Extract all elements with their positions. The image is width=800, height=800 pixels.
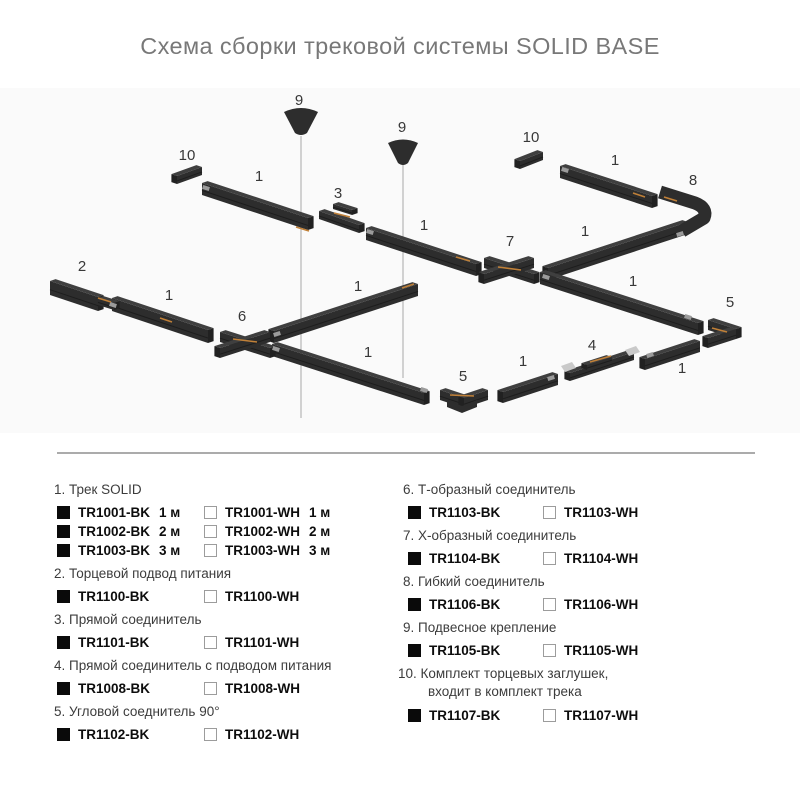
product-variant-black	[57, 543, 204, 558]
product-code: TR1103-BK	[429, 504, 501, 520]
legend-section	[54, 659, 414, 695]
product-code: TR1002-WH	[225, 523, 301, 539]
product-variant-black	[57, 589, 204, 604]
legend-section-heading: 3. Прямой соединитель	[54, 612, 202, 627]
product-variant-white	[204, 524, 330, 539]
legend-right-column	[398, 483, 758, 732]
part-number-label: 1	[363, 344, 373, 361]
legend-section	[54, 483, 414, 557]
legend-section	[54, 705, 414, 741]
white-color-swatch-icon	[543, 506, 556, 519]
black-color-swatch-icon	[408, 709, 421, 722]
product-code: TR1104-BK	[429, 550, 501, 566]
length-note: 2 м	[159, 523, 181, 539]
product-variant-black	[57, 727, 204, 742]
legend-row	[54, 543, 414, 557]
page-title: Схема сборки трековой системы SOLID BASE	[140, 33, 660, 59]
legend-row	[398, 505, 758, 519]
part-number-label: 1	[610, 152, 620, 169]
product-variant-white	[543, 505, 638, 520]
piece-face	[652, 194, 658, 208]
black-color-swatch-icon	[57, 636, 70, 649]
piece-face	[208, 328, 214, 343]
product-code: TR1008-BK	[78, 680, 151, 696]
legend-row	[54, 681, 414, 695]
black-color-swatch-icon	[57, 544, 70, 557]
length-note: 1 м	[159, 504, 181, 520]
white-color-swatch-icon	[543, 552, 556, 565]
white-color-swatch-icon	[204, 506, 217, 519]
piece-face	[534, 272, 540, 284]
part-number-label: 10	[178, 147, 196, 164]
legend-section-heading: 2. Торцевой подвод питания	[54, 566, 232, 581]
product-variant-black	[57, 524, 204, 539]
product-variant-white	[204, 727, 299, 742]
part-number-label: 2	[77, 258, 87, 275]
part-number-label: 1	[164, 287, 174, 304]
part-number-label: 1	[580, 223, 590, 240]
white-color-swatch-icon	[543, 709, 556, 722]
legend-row	[398, 551, 758, 565]
product-variant-white	[204, 505, 330, 520]
product-code: TR1102-WH	[225, 726, 300, 742]
product-variant-white	[543, 708, 638, 723]
product-variant-black	[57, 505, 204, 520]
product-code: TR1106-BK	[429, 596, 501, 612]
legend-left-column	[54, 483, 414, 751]
legend-row	[398, 643, 758, 657]
piece-face	[308, 216, 314, 230]
conductor-accent	[450, 395, 474, 396]
legend-row	[54, 505, 414, 519]
piece-face	[736, 327, 742, 339]
piece-face	[214, 346, 220, 358]
product-variant-black	[57, 635, 204, 650]
white-color-swatch-icon	[543, 644, 556, 657]
black-color-swatch-icon	[57, 525, 70, 538]
part-number-label: 10	[522, 129, 540, 146]
length-note: 3 м	[159, 542, 181, 558]
black-color-swatch-icon	[57, 590, 70, 603]
piece-face	[424, 391, 430, 405]
white-color-swatch-icon	[204, 544, 217, 557]
legend-section-heading: 8. Гибкий соединитель	[403, 574, 545, 589]
legend-row	[54, 635, 414, 649]
product-code: TR1003-WH	[225, 542, 301, 558]
legend-section	[398, 483, 758, 519]
part-number-label: 7	[505, 233, 515, 250]
product-code: TR1104-WH	[564, 550, 639, 566]
part-number-label: 1	[254, 168, 264, 185]
part-number-label: 6	[237, 308, 247, 325]
part-number-label: 5	[458, 368, 468, 385]
black-color-swatch-icon	[408, 552, 421, 565]
black-color-swatch-icon	[57, 728, 70, 741]
white-color-swatch-icon	[204, 525, 217, 538]
product-variant-black	[408, 597, 543, 612]
legend-section-heading: 7. Х-образный соединитель	[403, 528, 577, 543]
part-number-label: 1	[353, 278, 363, 295]
product-code: TR1107-BK	[429, 707, 501, 723]
product-code: TR1008-WH	[225, 680, 301, 696]
legend-section	[54, 613, 414, 649]
legend-section	[398, 667, 758, 722]
white-color-swatch-icon	[204, 636, 217, 649]
part-number-label: 5	[725, 294, 735, 311]
product-variant-white	[543, 551, 638, 566]
product-variant-black	[408, 708, 543, 723]
piece-face	[698, 321, 704, 335]
part-number-label: 1	[628, 273, 638, 290]
part-number-label: 1	[677, 360, 687, 377]
product-code: TR1101-BK	[78, 634, 150, 650]
piece-face	[702, 336, 708, 348]
part-number-label: 9	[294, 92, 304, 109]
length-note: 3 м	[309, 542, 331, 558]
black-color-swatch-icon	[57, 682, 70, 695]
piece-face	[497, 390, 503, 403]
product-variant-black	[57, 681, 204, 696]
piece-face	[478, 272, 484, 284]
white-color-swatch-icon	[204, 590, 217, 603]
product-code: TR1103-WH	[564, 504, 639, 520]
legend-row	[54, 524, 414, 538]
product-code: TR1001-WH	[225, 504, 301, 520]
product-variant-black	[408, 551, 543, 566]
part-number-label: 8	[688, 172, 698, 189]
part-number-label: 3	[333, 185, 343, 202]
black-color-swatch-icon	[408, 598, 421, 611]
product-variant-white	[204, 543, 330, 558]
product-code: TR1107-WH	[564, 707, 639, 723]
legend-section	[398, 575, 758, 611]
product-code: TR1100-BK	[78, 588, 150, 604]
legend-section-heading: 6. Т-образный соединитель	[403, 482, 576, 497]
product-code: TR1105-WH	[564, 642, 639, 658]
part-number-label: 4	[587, 337, 597, 354]
product-code: TR1102-BK	[78, 726, 150, 742]
length-note: 1 м	[309, 504, 331, 520]
black-color-swatch-icon	[408, 506, 421, 519]
legend-row	[398, 708, 758, 722]
legend-section	[398, 621, 758, 657]
legend-section-heading: 10. Комплект торцевых заглушек,	[398, 666, 609, 681]
legend-row	[54, 589, 414, 603]
legend-section-heading: 4. Прямой соединитель с подводом питания	[54, 658, 332, 673]
legend-row	[398, 597, 758, 611]
product-variant-black	[408, 505, 543, 520]
part-number-label: 1	[518, 353, 528, 370]
product-code: TR1105-BK	[429, 642, 501, 658]
legend-section-heading-line2: входит в комплект трека	[428, 684, 582, 699]
product-code: TR1100-WH	[225, 588, 300, 604]
part-number-label: 1	[419, 217, 429, 234]
product-variant-white	[543, 597, 638, 612]
black-color-swatch-icon	[408, 644, 421, 657]
legend-row	[54, 727, 414, 741]
length-note: 2 м	[309, 523, 331, 539]
product-code: TR1001-BK	[78, 504, 151, 520]
product-variant-white	[204, 635, 299, 650]
product-code: TR1101-WH	[225, 634, 300, 650]
part-number-label: 9	[397, 119, 407, 136]
piece-face	[639, 357, 645, 370]
white-color-swatch-icon	[543, 598, 556, 611]
product-variant-black	[408, 643, 543, 658]
legend-section	[398, 529, 758, 565]
white-color-swatch-icon	[204, 728, 217, 741]
legend-section-heading: 1. Трек SOLID	[54, 482, 142, 497]
product-variant-white	[543, 643, 638, 658]
white-color-swatch-icon	[204, 682, 217, 695]
legend-section-heading: 9. Подвесное крепление	[403, 620, 557, 635]
legend-section-heading: 5. Угловой соеднитель 90°	[54, 704, 220, 719]
product-code: TR1106-WH	[564, 596, 639, 612]
product-code: TR1003-BK	[78, 542, 151, 558]
black-color-swatch-icon	[57, 506, 70, 519]
product-variant-white	[204, 589, 299, 604]
legend-section	[54, 567, 414, 603]
product-code: TR1002-BK	[78, 523, 151, 539]
product-variant-white	[204, 681, 300, 696]
